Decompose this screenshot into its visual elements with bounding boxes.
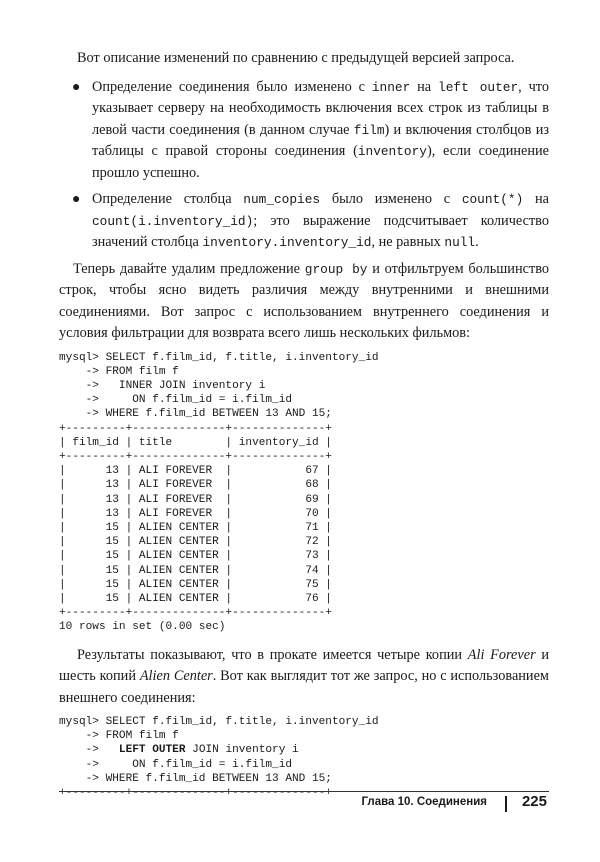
list-item: ● Определение соединения было изменено с inner на left outer, что указывает серверу на необходимость включения всех строк из таблицы в левой части соединения (в данном случае film) и включения столбцов из таблицы с правой стороны соединения (inventory), если соединение прошло успешно. (72, 78, 549, 181)
body-paragraph: Теперь давайте удалим предложение group by и отфильтруем большинство строк, чтобы ясно видеть различия между внутренними и внешними соединениями. Вот запрос с использованием внутреннего соединения и условия фильтрации для возврата всего лишь нескольких фильмов: (59, 260, 550, 341)
changes-list (59, 77, 549, 254)
page-number: 225 (521, 793, 547, 810)
body-paragraph: Результаты показывают, что в прокате имеется четыре копии Ali Forever и шесть копий Alien Center. Вот как выглядит тот же запрос, но с использованием внешнего соединения: (59, 646, 549, 706)
chapter-title: Глава 10. Соединения (361, 796, 487, 808)
code-block-outer-join: mysql> SELECT f.film_id, f.title, i.inventory_id -> FROM film f -> LEFT OUTER JOIN inventory i -> ON f.film_id = i.film_id -> WHERE f.film_id BETWEEN 13 AND 15; +---------+--------------+--------------+ (59, 716, 379, 800)
page-content (59, 48, 549, 800)
bullet-icon: ● (72, 192, 81, 207)
list-item: ● Определение столбца num_copies было изменено с count(*) на count(i.inventory_id); это выражение подсчитывает количество значений столбца inventory.inventory_id, не равных null. (72, 191, 549, 250)
page-footer (59, 791, 549, 814)
code-block-inner-join: mysql> SELECT f.film_id, f.title, i.inventory_id -> FROM film f -> INNER JOIN inventory i -> ON f.film_id = i.film_id -> WHERE f.film_id BETWEEN 13 AND 15; +---------+--------------+--------------+ | film_id | title | inventory_id | +---------+--------------+--------------+ | 13 | ALI FOREVER | 67 | | 13 | ALI FOREVER | 68 | | 13 | ALI FOREVER | 69 | | 13 | ALI FOREVER | 70 | | 15 | ALIEN CENTER | 71 | | 15 | ALIEN CENTER | 72 | | 15 | ALIEN CENTER | 73 | | 15 | ALIEN CENTER | 74 | | 15 | ALIEN CENTER | 75 | | 15 | ALIEN CENTER | 76 | +---------+--------------+--------------+ 10 rows in set (0.00 sec) (59, 351, 379, 634)
footer-divider (505, 796, 507, 812)
bullet-icon: ● (72, 79, 81, 95)
intro-paragraph: Вот описание изменений по сравнению с предыдущей версией запроса. (77, 50, 515, 66)
